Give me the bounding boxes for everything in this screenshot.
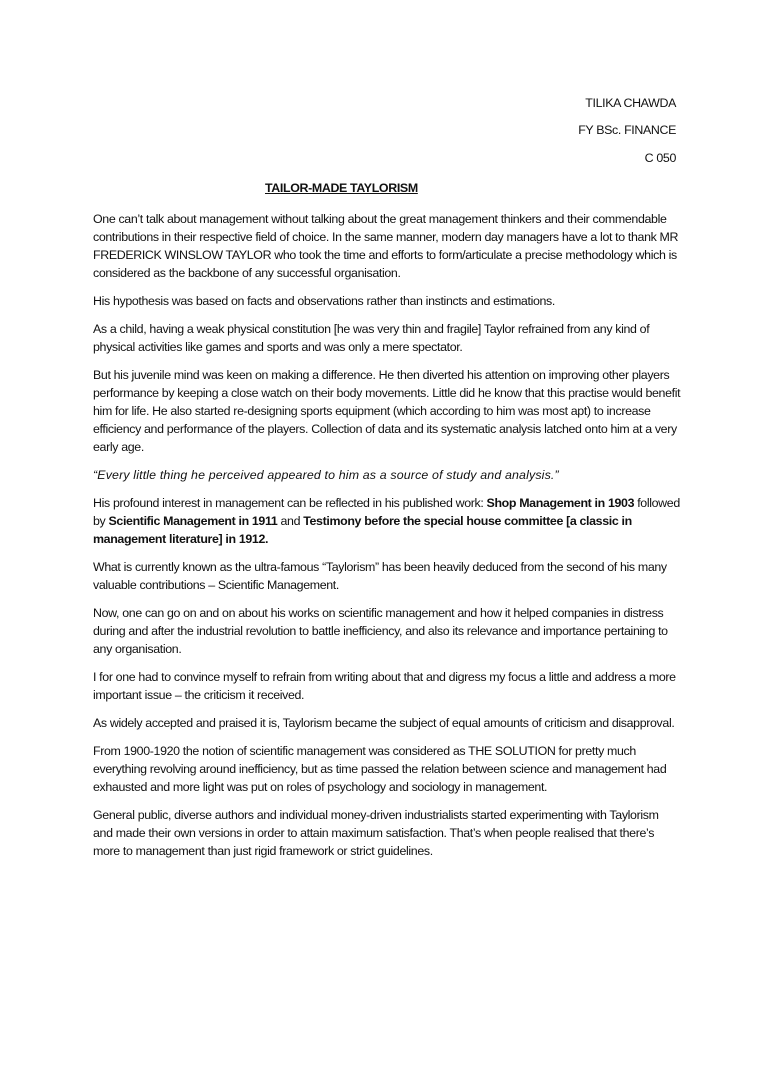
roll-code: C 050 (644, 151, 676, 165)
paragraph: General public, diverse authors and individual money-driven industrialists started experimenting with Taylorism and made their own versions in order to attain maximum satisfaction. That’s when people realised that there’s more to management than just rigid framework or strict guidelines. (93, 808, 659, 858)
paragraph: His hypothesis was based on facts and observations rather than instincts and estimations. (93, 294, 555, 308)
work-title: Scientific Management in 1911 (108, 514, 278, 528)
paragraph: One can’t talk about management without talking about the great management thinkers and their commendable contributions in their respective field of choice. In the same manner, modern day managers have a lot to thank MR FREDERICK WINSLOW TAYLOR who took the time and efforts to form/articulate a precise methodology which is considered as the backbone of any successful organisation. (93, 212, 679, 280)
text-run: and (277, 514, 304, 528)
paragraph: What is currently known as the ultra-famous “Taylorism” has been heavily deduced from the second of his many valuable contributions – Scientific Management. (93, 560, 667, 592)
paragraph: From 1900-1920 the notion of scientific management was considered as THE SOLUTION for pretty much everything revolving around inefficiency, but as time passed the relation between science and management had exhausted and more light was put on roles of psychology and sociology in management. (93, 744, 667, 794)
paragraph: I for one had to convince myself to refrain from writing about that and digress my focus a little and address a more important issue – the criticism it received. (93, 670, 676, 702)
course-name: FY BSc. FINANCE (578, 123, 676, 137)
work-title: Shop Management in 1903 (486, 496, 635, 510)
quote: “Every little thing he perceived appeared to him as a source of study and analysis.” (93, 468, 559, 482)
document-body (93, 210, 681, 870)
author-name: TILIKA CHAWDA (585, 96, 676, 110)
document-title: TAILOR-MADE TAYLORISM (265, 181, 418, 195)
paragraph: As widely accepted and praised it is, Taylorism became the subject of equal amounts of criticism and disapproval. (93, 716, 675, 730)
text-run: His profound interest in management can be reflected in his published work: (93, 496, 487, 510)
work-title: Testimony before the special house committee [a classic in management literature] in 1912. (93, 514, 632, 546)
paragraph: As a child, having a weak physical constitution [he was very thin and fragile] Taylor refrained from any kind of physical activities like games and sports and was only a mere spectator. (93, 322, 650, 354)
paragraph: Now, one can go on and on about his works on scientific management and how it helped companies in distress during and after the industrial revolution to battle inefficiency, and also its relevance and importance pertaining to any organisation. (93, 606, 668, 656)
text-run: followed by (93, 496, 680, 528)
paragraph: But his juvenile mind was keen on making a difference. He then diverted his attention on improving other players performance by keeping a close watch on their body movements. Little did he know that this practise would benefit him for life. He also started re-designing sports equipment (which according to him was most apt) to increase efficiency and performance of the players. Collection of data and its systematic analysis latched onto him at a very early age. (93, 368, 681, 454)
paragraph-publications (93, 494, 681, 548)
